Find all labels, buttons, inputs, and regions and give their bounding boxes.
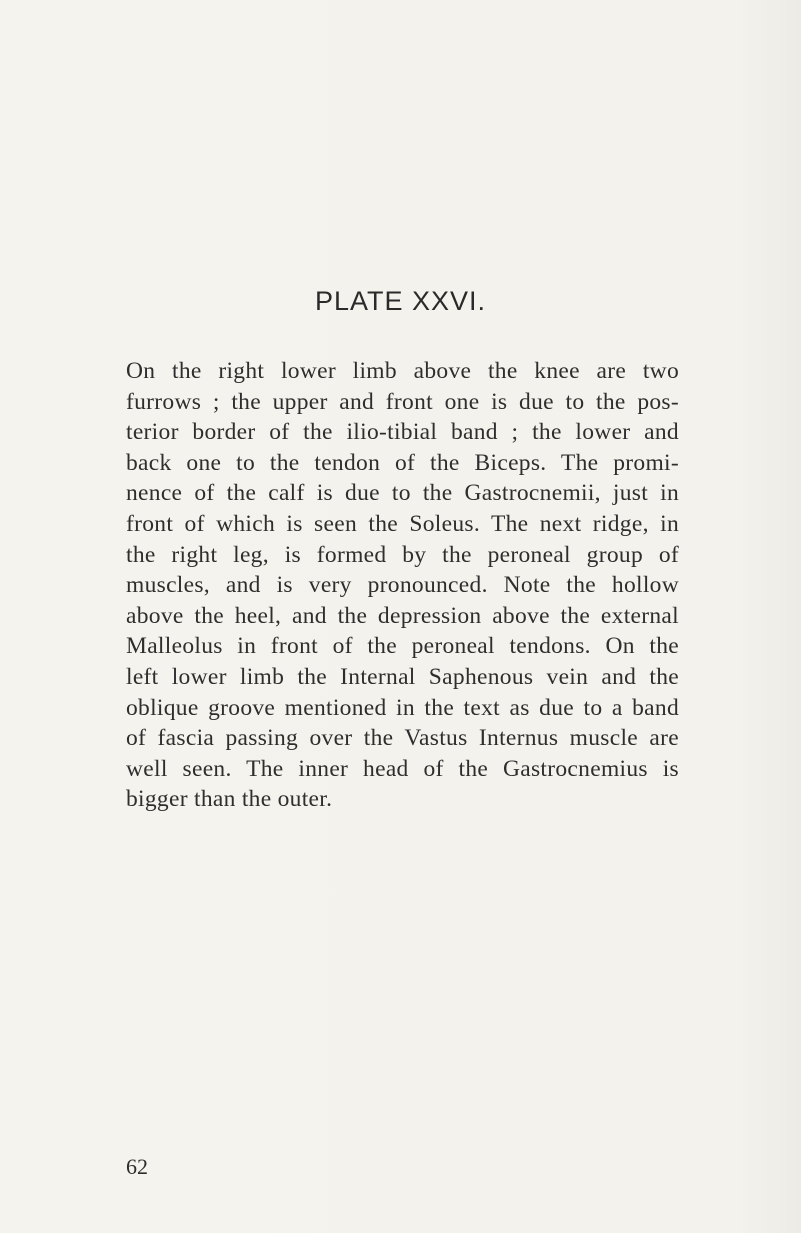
page-number: 62 (126, 1154, 148, 1179)
paragraph-line: terior border of the ilio-tibial band ; the lower and (126, 419, 679, 446)
paragraph-line: oblique groove mentioned in the text as due to a band (126, 694, 679, 721)
paragraph-line: front of which is seen the Soleus. The next ridge, in (126, 510, 679, 537)
paragraph-line: furrows ; the upper and front one is due to the pos- (126, 388, 679, 415)
paragraph-line: above the heel, and the depression above the external (126, 602, 679, 629)
paragraph-line: well seen. The inner head of the Gastrocnemius is (126, 755, 679, 782)
paragraph-line: back one to the tendon of the Biceps. The promi- (126, 449, 679, 476)
paragraph-line: muscles, and is very pronounced. Note the hollow (126, 572, 679, 599)
paragraph-line: Malleolus in front of the peroneal tendons. On the (126, 633, 679, 660)
paragraph-line: of fascia passing over the Vastus Internus muscle are (126, 725, 679, 752)
paragraph-line: On the right lower limb above the knee are two (126, 358, 679, 384)
paragraph-line: left lower limb the Internal Saphenous vein and the (126, 663, 679, 690)
plate-title: PLATE XXVI. (314, 286, 487, 316)
paragraph-line: the right leg, is formed by the peroneal group of (126, 541, 679, 568)
paragraph-line: nence of the calf is due to the Gastrocnemii, just in (126, 480, 679, 507)
plate-description (126, 356, 679, 815)
paragraph-line: bigger than the outer. (126, 786, 333, 813)
